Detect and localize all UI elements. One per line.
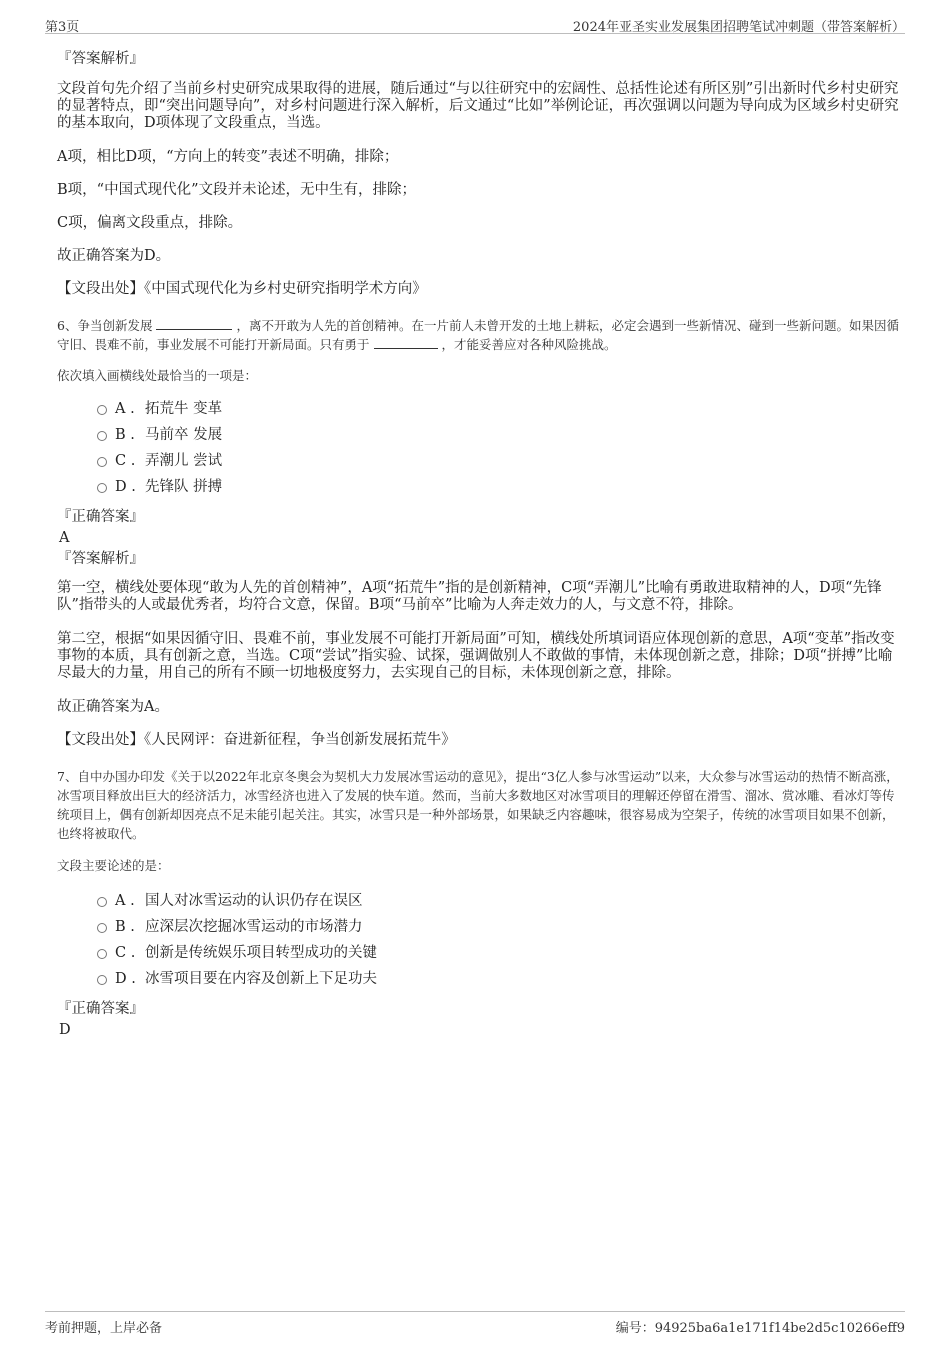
radio-icon[interactable] [97,405,107,415]
source-citation: 【文段出处】《中国式现代化为乡村史研究指明学术方向》 [57,281,427,297]
analysis-paragraph: B项，“中国式现代化”文段并未论述，无中生有，排除； [57,182,416,198]
radio-icon[interactable] [97,483,107,493]
radio-icon[interactable] [97,897,107,907]
analysis-paragraph: C项，偏离文段重点，排除。 [57,215,243,231]
analysis-paragraph: 第一空，横线处要体现“敢为人先的首创精神”，A项“拓荒牛”指的是创新精神，C项“弄潮儿”比喻有勇敢进取精神的人，D项“先锋队”指带头的人或最优秀者，均符合文意，保留。B项“马前卒”比喻为人奔走效力的人，与文意不符，排除。 [57,580,882,613]
option-b[interactable]: B . 应深层次挖掘冰雪运动的市场潜力 [57,914,905,940]
analysis-paragraph: A项，相比D项，“方向上的转变”表述不明确，排除； [57,149,399,165]
question-stem: 7、自中办国办印发《关于以2022年北京冬奥会为契机大力发展冰雪运动的意见》，提出“3亿人参与冰雪运动”以来，大众参与冰雪运动的热情不断高涨，冰雪项目释放出巨大的经济活力，冰雪经济也进入了发展的快车道。然而，当前大多数地区对冰雪项目的理解还停留在滑雪、溜冰、赏冰雕、看冰灯等传统项目上，偶有创新却因亮点不足未能引起关注。其实，冰雪只是一种外部场景，如果缺乏内容趣味，很容易成为空架子，传统的冰雪项目如果不创新，也终将被取代。 [57,769,899,841]
document-title: 2024年亚圣实业发展集团招聘笔试冲刺题（带答案解析） [572,20,905,35]
question-prompt: 依次填入画横线处最恰当的一项是： [57,368,258,383]
option-list [57,396,905,500]
page-number: 第3页 [45,20,80,35]
option-a[interactable]: A . 拓荒牛 变革 [57,396,905,422]
analysis-conclusion: 故正确答案为D。 [57,248,171,264]
radio-icon[interactable] [97,975,107,985]
correct-answer-label: 『正确答案』 [57,1001,144,1017]
correct-answer: D [59,1022,71,1038]
correct-answer-label: 『正确答案』 [57,509,144,525]
option-d[interactable]: D . 先锋队 拼搏 [57,474,905,500]
option-list [57,888,905,992]
footer-slogan: 考前押题，上岸必备 [45,1321,163,1336]
analysis-paragraph: 第二空，根据“如果因循守旧、畏难不前，事业发展不可能打开新局面”可知，横线处所填词语应体现创新的意思，A项“变革”指改变事物的本质，具有创新之意，当选。C项“尝试”指实验、试探，强调做别人不敢做的事情，未体现创新之意，排除；D项“拼搏”比喻尽最大的力量，用自己的所有不顾一切地极度努力，去实现自己的目标，未体现创新之意，排除。 [57,631,895,681]
option-a[interactable]: A . 国人对冰雪运动的认识仍存在误区 [57,888,905,914]
page-footer [45,1311,905,1335]
radio-icon[interactable] [97,949,107,959]
option-c[interactable]: C . 弄潮儿 尝试 [57,448,905,474]
analysis-conclusion: 故正确答案为A。 [57,699,169,715]
option-c[interactable]: C . 创新是传统娱乐项目转型成功的关键 [57,940,905,966]
source-citation: 【文段出处】《人民网评：奋进新征程，争当创新发展拓荒牛》 [57,732,456,748]
page-header [45,14,905,34]
answer-analysis-label: 『答案解析』 [57,51,144,67]
answer-analysis-label: 『答案解析』 [57,551,144,567]
fill-blank [374,336,438,349]
option-b[interactable]: B . 马前卒 发展 [57,422,905,448]
question-stem: 6、争当创新发展 ，离不开敢为人先的首创精神。在一片前人未曾开发的土地上耕耘，必定会遇到一些新情况、碰到一些新问题。如果因循守旧、畏难不前，事业发展不可能打开新局面。只有勇于 ，才能妥善应对各种风险挑战。 [57,318,899,352]
radio-icon[interactable] [97,923,107,933]
document-body [57,46,905,1040]
fill-blank [156,317,232,330]
option-d[interactable]: D . 冰雪项目要在内容及创新上下足功夫 [57,966,905,992]
question-prompt: 文段主要论述的是： [57,858,170,873]
document-id: 编号：94925ba6a1e171f14be2d5c10266eff9 [615,1321,905,1336]
radio-icon[interactable] [97,457,107,467]
correct-answer: A [59,530,70,546]
analysis-paragraph: 文段首句先介绍了当前乡村史研究成果取得的进展，随后通过“与以往研究中的宏阔性、总括性论述有所区别”引出新时代乡村史研究的显著特点，即“突出问题导向”，对乡村问题进行深入解析，后文通过“比如”举例论证，再次强调以问题为导向成为区域乡村史研究的基本取向，D项体现了文段重点，当选。 [57,81,899,131]
radio-icon[interactable] [97,431,107,441]
